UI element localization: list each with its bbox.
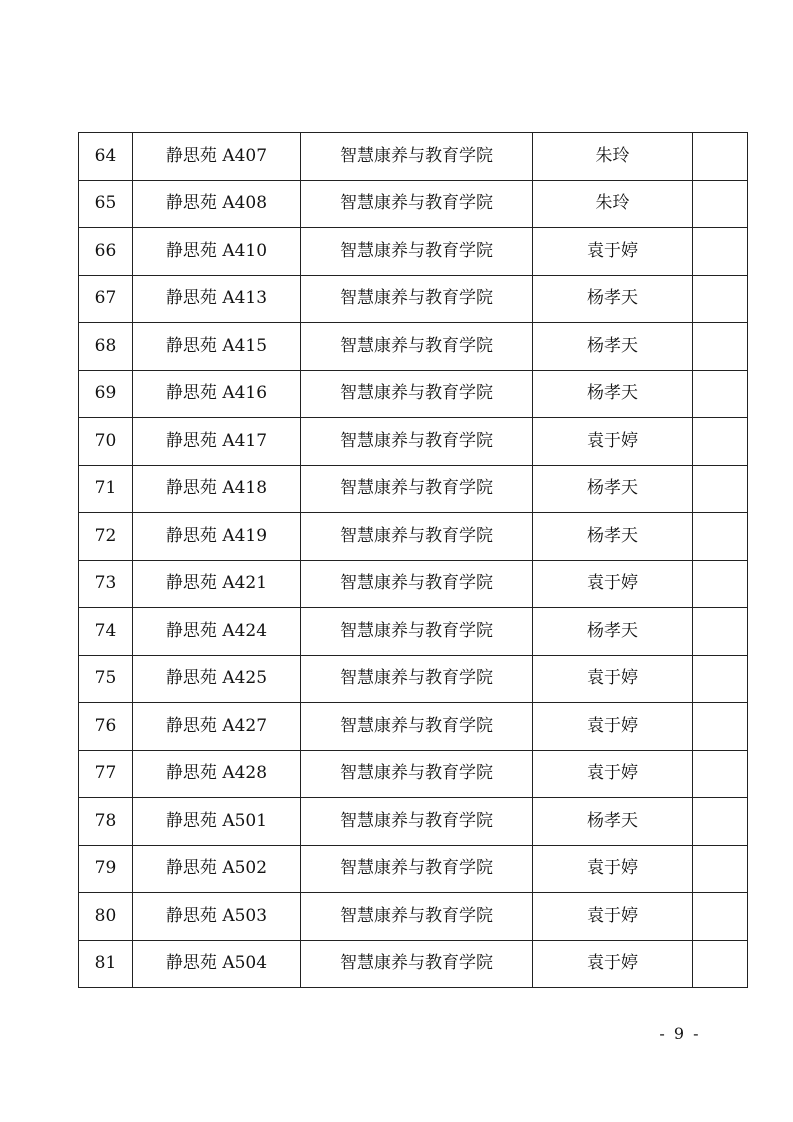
college-cell: 智慧康养与教育学院 [301, 608, 533, 656]
room-cell: 静思苑 A419 [133, 513, 301, 561]
row-number-cell: 69 [79, 370, 133, 418]
person-cell: 朱玲 [533, 133, 693, 181]
note-cell [693, 893, 748, 941]
note-cell [693, 323, 748, 371]
person-cell: 袁于婷 [533, 228, 693, 276]
college-cell: 智慧康养与教育学院 [301, 893, 533, 941]
table-row [79, 893, 748, 941]
room-cell: 静思苑 A501 [133, 798, 301, 846]
person-cell: 杨孝天 [533, 798, 693, 846]
table-row [79, 228, 748, 276]
person-cell: 袁于婷 [533, 940, 693, 988]
table-row [79, 655, 748, 703]
person-cell: 杨孝天 [533, 465, 693, 513]
note-cell [693, 418, 748, 466]
row-number-cell: 81 [79, 940, 133, 988]
college-cell: 智慧康养与教育学院 [301, 750, 533, 798]
person-cell: 袁于婷 [533, 655, 693, 703]
room-cell: 静思苑 A424 [133, 608, 301, 656]
person-cell: 袁于婷 [533, 703, 693, 751]
table-row [79, 560, 748, 608]
room-cell: 静思苑 A502 [133, 845, 301, 893]
college-cell: 智慧康养与教育学院 [301, 655, 533, 703]
room-cell: 静思苑 A428 [133, 750, 301, 798]
person-cell: 袁于婷 [533, 893, 693, 941]
note-cell [693, 180, 748, 228]
college-cell: 智慧康养与教育学院 [301, 845, 533, 893]
college-cell: 智慧康养与教育学院 [301, 798, 533, 846]
table-row [79, 465, 748, 513]
dormitory-table-container [78, 132, 748, 988]
row-number-cell: 67 [79, 275, 133, 323]
room-cell: 静思苑 A415 [133, 323, 301, 371]
person-cell: 袁于婷 [533, 750, 693, 798]
college-cell: 智慧康养与教育学院 [301, 180, 533, 228]
note-cell [693, 845, 748, 893]
note-cell [693, 228, 748, 276]
note-cell [693, 513, 748, 561]
college-cell: 智慧康养与教育学院 [301, 940, 533, 988]
table-row [79, 845, 748, 893]
row-number-cell: 80 [79, 893, 133, 941]
college-cell: 智慧康养与教育学院 [301, 418, 533, 466]
row-number-cell: 72 [79, 513, 133, 561]
row-number-cell: 79 [79, 845, 133, 893]
college-cell: 智慧康养与教育学院 [301, 323, 533, 371]
college-cell: 智慧康养与教育学院 [301, 513, 533, 561]
note-cell [693, 370, 748, 418]
college-cell: 智慧康养与教育学院 [301, 228, 533, 276]
person-cell: 杨孝天 [533, 323, 693, 371]
room-cell: 静思苑 A427 [133, 703, 301, 751]
person-cell: 袁于婷 [533, 418, 693, 466]
row-number-cell: 76 [79, 703, 133, 751]
table-row [79, 418, 748, 466]
row-number-cell: 78 [79, 798, 133, 846]
room-cell: 静思苑 A504 [133, 940, 301, 988]
row-number-cell: 66 [79, 228, 133, 276]
college-cell: 智慧康养与教育学院 [301, 465, 533, 513]
college-cell: 智慧康养与教育学院 [301, 133, 533, 181]
person-cell: 杨孝天 [533, 275, 693, 323]
person-cell: 朱玲 [533, 180, 693, 228]
room-cell: 静思苑 A421 [133, 560, 301, 608]
room-cell: 静思苑 A417 [133, 418, 301, 466]
room-cell: 静思苑 A425 [133, 655, 301, 703]
note-cell [693, 655, 748, 703]
row-number-cell: 65 [79, 180, 133, 228]
row-number-cell: 75 [79, 655, 133, 703]
room-cell: 静思苑 A416 [133, 370, 301, 418]
note-cell [693, 940, 748, 988]
person-cell: 杨孝天 [533, 370, 693, 418]
row-number-cell: 68 [79, 323, 133, 371]
row-number-cell: 64 [79, 133, 133, 181]
person-cell: 袁于婷 [533, 845, 693, 893]
row-number-cell: 73 [79, 560, 133, 608]
dormitory-table [78, 132, 748, 988]
note-cell [693, 275, 748, 323]
person-cell: 杨孝天 [533, 608, 693, 656]
college-cell: 智慧康养与教育学院 [301, 703, 533, 751]
room-cell: 静思苑 A410 [133, 228, 301, 276]
table-body [79, 133, 748, 988]
college-cell: 智慧康养与教育学院 [301, 560, 533, 608]
table-row [79, 798, 748, 846]
page-number: - 9 - [659, 1024, 701, 1043]
table-row [79, 513, 748, 561]
person-cell: 袁于婷 [533, 560, 693, 608]
note-cell [693, 465, 748, 513]
table-row [79, 275, 748, 323]
table-row [79, 750, 748, 798]
room-cell: 静思苑 A407 [133, 133, 301, 181]
person-cell: 杨孝天 [533, 513, 693, 561]
table-row [79, 370, 748, 418]
room-cell: 静思苑 A413 [133, 275, 301, 323]
note-cell [693, 608, 748, 656]
room-cell: 静思苑 A418 [133, 465, 301, 513]
table-row [79, 133, 748, 181]
note-cell [693, 133, 748, 181]
row-number-cell: 71 [79, 465, 133, 513]
row-number-cell: 70 [79, 418, 133, 466]
room-cell: 静思苑 A408 [133, 180, 301, 228]
note-cell [693, 798, 748, 846]
note-cell [693, 750, 748, 798]
college-cell: 智慧康养与教育学院 [301, 370, 533, 418]
table-row [79, 703, 748, 751]
note-cell [693, 560, 748, 608]
table-row [79, 940, 748, 988]
room-cell: 静思苑 A503 [133, 893, 301, 941]
table-row [79, 180, 748, 228]
table-row [79, 608, 748, 656]
college-cell: 智慧康养与教育学院 [301, 275, 533, 323]
table-row [79, 323, 748, 371]
row-number-cell: 77 [79, 750, 133, 798]
row-number-cell: 74 [79, 608, 133, 656]
note-cell [693, 703, 748, 751]
